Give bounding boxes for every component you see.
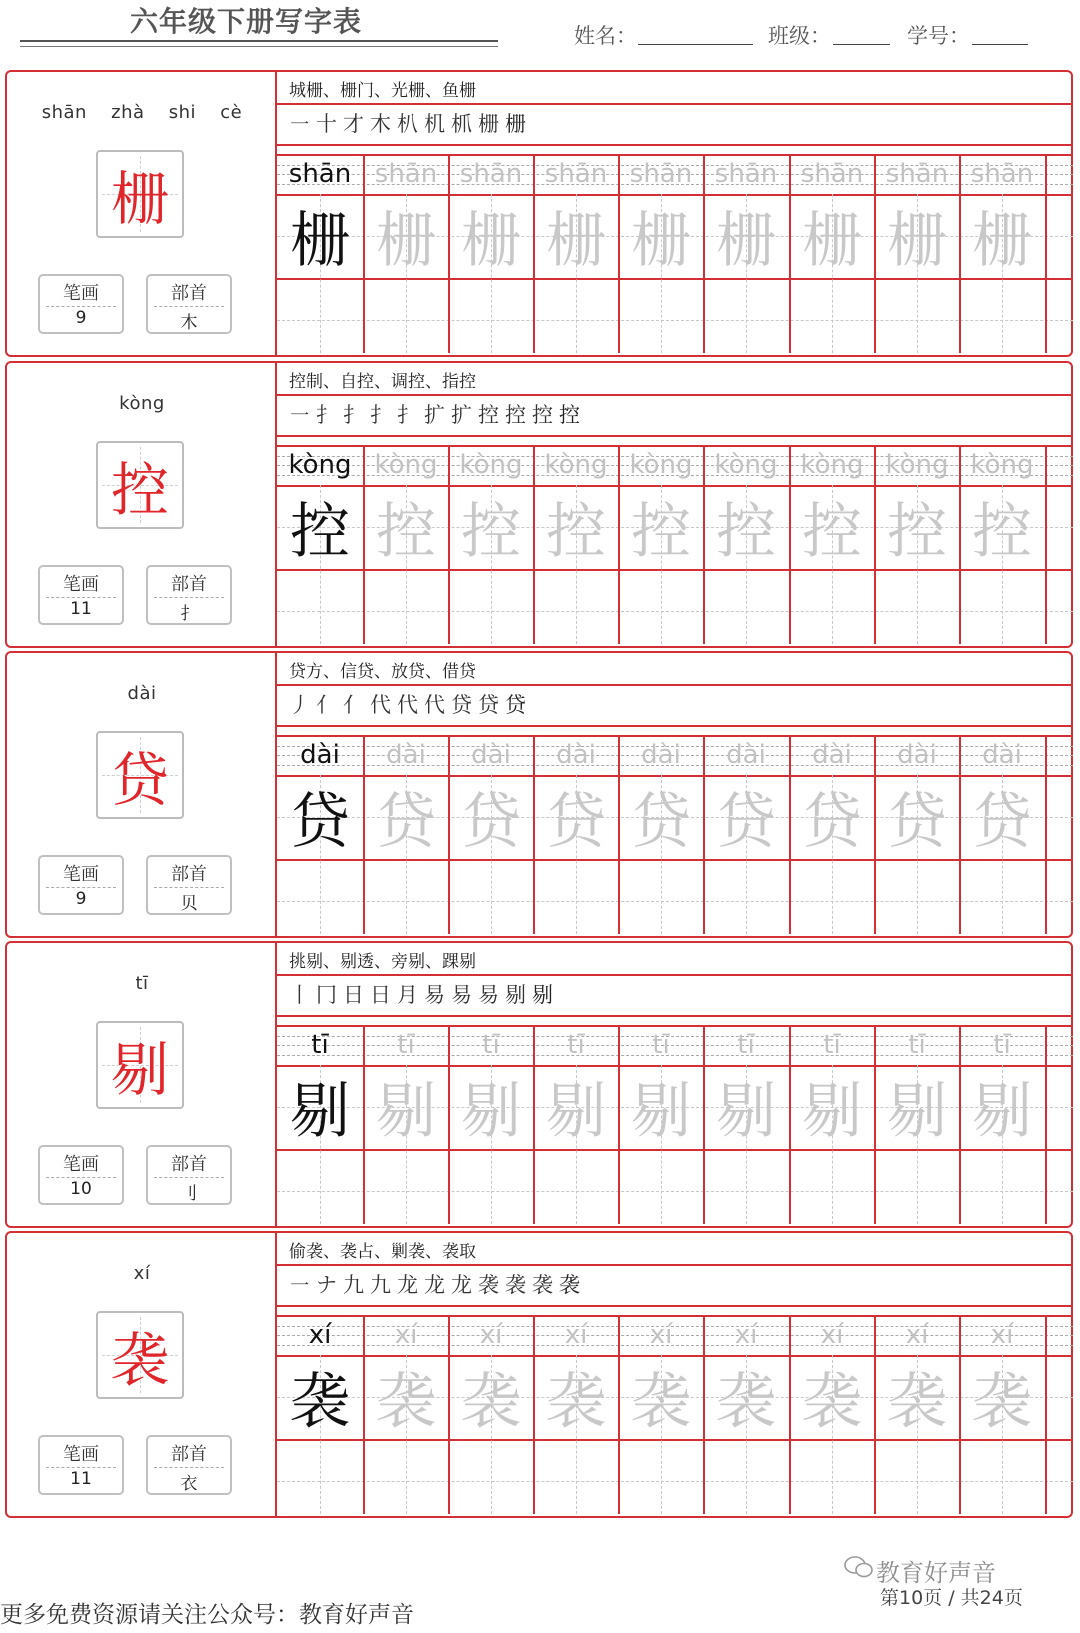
stroke-count-box bbox=[38, 1145, 124, 1205]
char-trace: 袭 bbox=[631, 1367, 691, 1437]
pinyin-trace: tī bbox=[737, 1030, 755, 1060]
stroke-step: 袭 bbox=[559, 1273, 580, 1297]
char-info-panel bbox=[7, 363, 277, 646]
stroke-count-label: 笔画 bbox=[63, 574, 99, 595]
pinyin-trace: shān bbox=[970, 159, 1034, 189]
model-character: 剔 bbox=[110, 1036, 169, 1104]
blank-practice-cell[interactable] bbox=[618, 859, 704, 934]
pinyin-trace: tī bbox=[993, 1030, 1011, 1060]
pinyin-trace: xí bbox=[394, 1320, 418, 1350]
blank-practice-cell[interactable] bbox=[959, 569, 1045, 644]
stroke-step: 剔 bbox=[505, 983, 526, 1007]
stroke-step: 枛 bbox=[451, 112, 472, 136]
title-underline bbox=[20, 40, 498, 42]
stroke-step: 龙 bbox=[451, 1273, 472, 1297]
stroke-step: 亻 bbox=[343, 693, 364, 717]
pinyin-trace: kòng bbox=[885, 450, 949, 480]
char-trace: 贷 bbox=[461, 787, 521, 857]
number-field[interactable] bbox=[972, 44, 1028, 45]
blank-practice-cell[interactable] bbox=[959, 1439, 1045, 1514]
radical-value: 木 bbox=[180, 313, 198, 333]
practice-panel bbox=[277, 653, 1071, 936]
stroke-step: 栅 bbox=[505, 112, 526, 136]
char-trace: 控 bbox=[887, 497, 947, 567]
blank-practice-cell[interactable] bbox=[703, 278, 789, 353]
stroke-step: 扌 bbox=[370, 403, 391, 427]
stroke-step: 机 bbox=[424, 112, 445, 136]
radical-label: 部首 bbox=[171, 1154, 207, 1175]
radical-box bbox=[146, 855, 232, 915]
stroke-count-value: 10 bbox=[70, 1179, 92, 1199]
char-display-box bbox=[96, 150, 184, 238]
char-trace: 袭 bbox=[972, 1367, 1032, 1437]
stroke-step: 扌 bbox=[343, 403, 364, 427]
pinyin-model: xí bbox=[308, 1320, 332, 1350]
stroke-step: 扩 bbox=[424, 403, 445, 427]
pinyin-trace: kòng bbox=[544, 450, 608, 480]
pinyin-trace: kòng bbox=[714, 450, 778, 480]
char-trace: 剔 bbox=[631, 1077, 691, 1147]
character-card bbox=[5, 651, 1073, 938]
stroke-step: 日 bbox=[343, 983, 364, 1007]
pinyin-trace: dài bbox=[982, 740, 1022, 770]
class-field[interactable] bbox=[833, 44, 890, 45]
pinyin-trace: tī bbox=[908, 1030, 926, 1060]
blank-practice-cell[interactable] bbox=[448, 859, 534, 934]
pinyin-detail: kòng bbox=[119, 393, 165, 414]
char-model: 剔 bbox=[290, 1077, 350, 1147]
char-info-panel bbox=[7, 653, 277, 936]
pinyin-trace: dài bbox=[726, 740, 766, 770]
char-display-box bbox=[96, 1021, 184, 1109]
char-model: 栅 bbox=[290, 206, 350, 276]
blank-practice-cell[interactable] bbox=[277, 569, 363, 644]
char-trace: 栅 bbox=[631, 206, 691, 276]
radical-box bbox=[146, 274, 232, 334]
character-card bbox=[5, 1231, 1073, 1518]
pinyin-trace: kòng bbox=[970, 450, 1034, 480]
stroke-step: 扌 bbox=[316, 403, 337, 427]
radical-value: 刂 bbox=[180, 1184, 198, 1204]
stroke-step: ナ bbox=[316, 1273, 337, 1297]
pinyin-trace: dài bbox=[556, 740, 596, 770]
char-trace: 剔 bbox=[802, 1077, 862, 1147]
pinyin-trace: tī bbox=[652, 1030, 670, 1060]
model-character: 袭 bbox=[110, 1326, 169, 1394]
page-title: 六年级下册写字表 bbox=[130, 5, 363, 38]
blank-practice-cell[interactable] bbox=[874, 1149, 960, 1224]
radical-value: 扌 bbox=[180, 604, 198, 624]
word-examples: 控制、自控、调控、指控 bbox=[289, 372, 476, 392]
pinyin-trace: xí bbox=[564, 1320, 588, 1350]
char-trace: 袭 bbox=[376, 1367, 436, 1437]
char-info-panel bbox=[7, 72, 277, 355]
char-trace: 剔 bbox=[546, 1077, 606, 1147]
char-trace: 贷 bbox=[716, 787, 776, 857]
blank-practice-cell[interactable] bbox=[533, 859, 619, 934]
char-trace: 袭 bbox=[546, 1367, 606, 1437]
blank-practice-cell[interactable] bbox=[789, 859, 875, 934]
stroke-count-value: 11 bbox=[70, 599, 92, 619]
stroke-count-value: 9 bbox=[75, 889, 87, 909]
char-trace: 控 bbox=[546, 497, 606, 567]
char-trace: 袭 bbox=[461, 1367, 521, 1437]
blank-practice-cell[interactable] bbox=[874, 569, 960, 644]
radical-box bbox=[146, 565, 232, 625]
radical-value: 衣 bbox=[180, 1474, 198, 1494]
blank-practice-cell[interactable] bbox=[363, 1149, 449, 1224]
pinyin-trace: kòng bbox=[374, 450, 438, 480]
stroke-step: 贷 bbox=[451, 693, 472, 717]
watermark-text: 教育好声音 bbox=[876, 1559, 996, 1587]
radical-value: 贝 bbox=[180, 894, 198, 914]
stroke-step: 易 bbox=[478, 983, 499, 1007]
stroke-count-box bbox=[38, 274, 124, 334]
stroke-step: 代 bbox=[397, 693, 418, 717]
char-trace: 剔 bbox=[461, 1077, 521, 1147]
practice-grid bbox=[277, 737, 1073, 934]
blank-practice-cell[interactable] bbox=[363, 278, 449, 353]
blank-practice-cell[interactable] bbox=[789, 569, 875, 644]
stroke-count-label: 笔画 bbox=[63, 283, 99, 304]
pinyin-detail: xí bbox=[133, 1263, 151, 1284]
blank-practice-cell[interactable] bbox=[277, 278, 363, 353]
stroke-step: 袭 bbox=[478, 1273, 499, 1297]
stroke-step: 冂 bbox=[316, 983, 337, 1007]
name-field[interactable] bbox=[638, 44, 753, 45]
blank-practice-cell[interactable] bbox=[363, 1439, 449, 1514]
char-trace: 剔 bbox=[887, 1077, 947, 1147]
char-trace: 剔 bbox=[376, 1077, 436, 1147]
blank-practice-cell[interactable] bbox=[874, 1439, 960, 1514]
char-trace: 栅 bbox=[461, 206, 521, 276]
blank-practice-cell[interactable] bbox=[277, 859, 363, 934]
practice-panel bbox=[277, 943, 1071, 1226]
character-card bbox=[5, 941, 1073, 1228]
radical-box bbox=[146, 1145, 232, 1205]
title-underline-thin bbox=[20, 46, 498, 47]
stroke-order bbox=[289, 110, 526, 138]
char-trace: 栅 bbox=[802, 206, 862, 276]
char-trace: 袭 bbox=[887, 1367, 947, 1437]
character-card bbox=[5, 361, 1073, 648]
blank-practice-cell[interactable] bbox=[533, 1149, 619, 1224]
word-examples: 贷方、信贷、放贷、借贷 bbox=[289, 662, 476, 682]
pinyin-trace: shān bbox=[714, 159, 778, 189]
blank-practice-cell[interactable] bbox=[789, 278, 875, 353]
wechat-icon bbox=[844, 1556, 874, 1578]
stroke-step: 易 bbox=[451, 983, 472, 1007]
word-examples: 城栅、栅门、光栅、鱼栅 bbox=[289, 81, 476, 101]
class-label: 班级： bbox=[768, 24, 831, 48]
blank-practice-cell[interactable] bbox=[618, 278, 704, 353]
name-label: 姓名： bbox=[574, 24, 637, 48]
blank-practice-cell[interactable] bbox=[363, 859, 449, 934]
char-trace: 栅 bbox=[887, 206, 947, 276]
stroke-step: 木 bbox=[370, 112, 391, 136]
stroke-step: 丨 bbox=[289, 983, 310, 1007]
radical-label: 部首 bbox=[171, 283, 207, 304]
pinyin-detail: dài bbox=[127, 683, 157, 704]
blank-practice-cell[interactable] bbox=[703, 1149, 789, 1224]
char-trace: 栅 bbox=[716, 206, 776, 276]
blank-practice-cell[interactable] bbox=[959, 1149, 1045, 1224]
blank-practice-cell[interactable] bbox=[448, 278, 534, 353]
stroke-step: 控 bbox=[505, 403, 526, 427]
pinyin-model: shān bbox=[288, 159, 352, 189]
stroke-step: 日 bbox=[370, 983, 391, 1007]
pinyin-trace: xí bbox=[479, 1320, 503, 1350]
char-model: 袭 bbox=[290, 1367, 350, 1437]
char-display-box bbox=[96, 731, 184, 819]
radical-label: 部首 bbox=[171, 864, 207, 885]
blank-practice-cell[interactable] bbox=[789, 1439, 875, 1514]
pinyin-model: tī bbox=[311, 1030, 329, 1060]
char-trace: 控 bbox=[972, 497, 1032, 567]
blank-practice-cell[interactable] bbox=[703, 1439, 789, 1514]
stroke-step: 扌 bbox=[397, 403, 418, 427]
pinyin-trace: tī bbox=[823, 1030, 841, 1060]
radical-label: 部首 bbox=[171, 574, 207, 595]
practice-grid bbox=[277, 1027, 1073, 1224]
char-trace: 控 bbox=[461, 497, 521, 567]
stroke-step: 龙 bbox=[424, 1273, 445, 1297]
stroke-step: 控 bbox=[559, 403, 580, 427]
stroke-order bbox=[289, 401, 580, 429]
char-display-box bbox=[96, 441, 184, 529]
stroke-step: 控 bbox=[478, 403, 499, 427]
blank-practice-cell[interactable] bbox=[618, 1439, 704, 1514]
stroke-step: 代 bbox=[424, 693, 445, 717]
stroke-step: 九 bbox=[343, 1273, 364, 1297]
stroke-step: 控 bbox=[532, 403, 553, 427]
stroke-step: ㇐ bbox=[289, 112, 310, 136]
blank-practice-cell[interactable] bbox=[533, 278, 619, 353]
practice-panel bbox=[277, 1233, 1071, 1516]
stroke-count-label: 笔画 bbox=[63, 1444, 99, 1465]
stroke-step: 朳 bbox=[397, 112, 418, 136]
pinyin-trace: xí bbox=[734, 1320, 758, 1350]
pinyin-trace: shān bbox=[544, 159, 608, 189]
promo-text: 更多免费资源请关注公众号：教育好声音 bbox=[0, 1602, 414, 1628]
pinyin-trace: tī bbox=[397, 1030, 415, 1060]
practice-panel bbox=[277, 72, 1071, 355]
stroke-step: 贷 bbox=[505, 693, 526, 717]
blank-practice-cell[interactable] bbox=[703, 859, 789, 934]
stroke-step: 丿 bbox=[289, 693, 310, 717]
stroke-step: 才 bbox=[343, 112, 364, 136]
pinyin-trace: shān bbox=[629, 159, 693, 189]
blank-practice-cell[interactable] bbox=[277, 1149, 363, 1224]
pinyin-trace: xí bbox=[649, 1320, 673, 1350]
pinyin-trace: dài bbox=[471, 740, 511, 770]
char-model: 贷 bbox=[290, 787, 350, 857]
word-examples: 挑剔、剔透、旁剔、踝剔 bbox=[289, 952, 476, 972]
char-trace: 控 bbox=[631, 497, 691, 567]
stroke-step: 十 bbox=[316, 112, 337, 136]
stroke-step: 月 bbox=[397, 983, 418, 1007]
practice-panel bbox=[277, 363, 1071, 646]
char-trace: 贷 bbox=[972, 787, 1032, 857]
blank-practice-cell[interactable] bbox=[618, 1149, 704, 1224]
model-character: 控 bbox=[110, 456, 169, 524]
char-model: 控 bbox=[290, 497, 350, 567]
pinyin-detail: shān zhà shi cè bbox=[41, 102, 243, 123]
pinyin-trace: shān bbox=[459, 159, 523, 189]
blank-practice-cell[interactable] bbox=[959, 278, 1045, 353]
pinyin-trace: dài bbox=[641, 740, 681, 770]
blank-practice-cell[interactable] bbox=[533, 569, 619, 644]
practice-grid bbox=[277, 447, 1073, 644]
char-trace: 贷 bbox=[802, 787, 862, 857]
blank-practice-cell[interactable] bbox=[618, 569, 704, 644]
char-info-panel bbox=[7, 943, 277, 1226]
word-examples: 偷袭、袭占、剿袭、袭取 bbox=[289, 1242, 476, 1262]
pinyin-trace: tī bbox=[482, 1030, 500, 1060]
stroke-count-value: 11 bbox=[70, 1469, 92, 1489]
char-trace: 袭 bbox=[802, 1367, 862, 1437]
stroke-order bbox=[289, 691, 526, 719]
pinyin-trace: shān bbox=[800, 159, 864, 189]
pinyin-model: dài bbox=[300, 740, 340, 770]
number-label: 学号： bbox=[907, 24, 970, 48]
blank-practice-cell[interactable] bbox=[363, 569, 449, 644]
stroke-step: 袭 bbox=[532, 1273, 553, 1297]
stroke-count-box bbox=[38, 565, 124, 625]
blank-practice-cell[interactable] bbox=[959, 859, 1045, 934]
stroke-step: ㇐ bbox=[289, 403, 310, 427]
radical-label: 部首 bbox=[171, 1444, 207, 1465]
char-trace: 控 bbox=[376, 497, 436, 567]
pinyin-trace: kòng bbox=[629, 450, 693, 480]
pinyin-trace: kòng bbox=[800, 450, 864, 480]
stroke-count-label: 笔画 bbox=[63, 864, 99, 885]
pinyin-trace: shān bbox=[885, 159, 949, 189]
blank-practice-cell[interactable] bbox=[448, 1439, 534, 1514]
stroke-count-label: 笔画 bbox=[63, 1154, 99, 1175]
blank-practice-cell[interactable] bbox=[533, 1439, 619, 1514]
char-trace: 控 bbox=[802, 497, 862, 567]
stroke-order bbox=[289, 981, 553, 1009]
char-trace: 控 bbox=[716, 497, 776, 567]
stroke-step: 九 bbox=[370, 1273, 391, 1297]
char-trace: 贷 bbox=[376, 787, 436, 857]
stroke-step: 亻 bbox=[316, 693, 337, 717]
pinyin-model: kòng bbox=[288, 450, 352, 480]
page-number: 第10页 / 共24页 bbox=[880, 1587, 1023, 1609]
blank-practice-cell[interactable] bbox=[789, 1149, 875, 1224]
pinyin-trace: dài bbox=[812, 740, 852, 770]
stroke-step: 代 bbox=[370, 693, 391, 717]
char-trace: 剔 bbox=[716, 1077, 776, 1147]
stroke-count-box bbox=[38, 855, 124, 915]
blank-practice-cell[interactable] bbox=[874, 278, 960, 353]
pinyin-trace: shān bbox=[374, 159, 438, 189]
blank-practice-cell[interactable] bbox=[448, 1149, 534, 1224]
stroke-step: 袭 bbox=[505, 1273, 526, 1297]
char-trace: 贷 bbox=[887, 787, 947, 857]
stroke-step: 龙 bbox=[397, 1273, 418, 1297]
pinyin-trace: xí bbox=[905, 1320, 929, 1350]
char-info-panel bbox=[7, 1233, 277, 1516]
char-display-box bbox=[96, 1311, 184, 1399]
pinyin-detail: tī bbox=[135, 973, 149, 994]
stroke-step: 扩 bbox=[451, 403, 472, 427]
char-trace: 剔 bbox=[972, 1077, 1032, 1147]
practice-grid bbox=[277, 1317, 1073, 1514]
stroke-step: 栅 bbox=[478, 112, 499, 136]
blank-practice-cell[interactable] bbox=[874, 859, 960, 934]
pinyin-trace: kòng bbox=[459, 450, 523, 480]
char-trace: 栅 bbox=[376, 206, 436, 276]
stroke-step: 剔 bbox=[532, 983, 553, 1007]
blank-practice-cell[interactable] bbox=[448, 569, 534, 644]
blank-practice-cell[interactable] bbox=[703, 569, 789, 644]
char-trace: 贷 bbox=[631, 787, 691, 857]
char-trace: 栅 bbox=[546, 206, 606, 276]
stroke-step: ㇐ bbox=[289, 1273, 310, 1297]
stroke-step: 贷 bbox=[478, 693, 499, 717]
char-trace: 贷 bbox=[546, 787, 606, 857]
pinyin-trace: xí bbox=[820, 1320, 844, 1350]
model-character: 贷 bbox=[110, 746, 169, 814]
stroke-step: 易 bbox=[424, 983, 445, 1007]
stroke-count-value: 9 bbox=[75, 308, 87, 328]
pinyin-trace: dài bbox=[386, 740, 426, 770]
pinyin-trace: dài bbox=[897, 740, 937, 770]
char-trace: 袭 bbox=[716, 1367, 776, 1437]
stroke-order bbox=[289, 1271, 580, 1299]
practice-grid bbox=[277, 156, 1073, 353]
stroke-count-box bbox=[38, 1435, 124, 1495]
pinyin-trace: xí bbox=[990, 1320, 1014, 1350]
radical-box bbox=[146, 1435, 232, 1495]
character-card bbox=[5, 70, 1073, 357]
blank-practice-cell[interactable] bbox=[277, 1439, 363, 1514]
char-trace: 栅 bbox=[972, 206, 1032, 276]
pinyin-trace: tī bbox=[567, 1030, 585, 1060]
model-character: 栅 bbox=[110, 165, 169, 233]
